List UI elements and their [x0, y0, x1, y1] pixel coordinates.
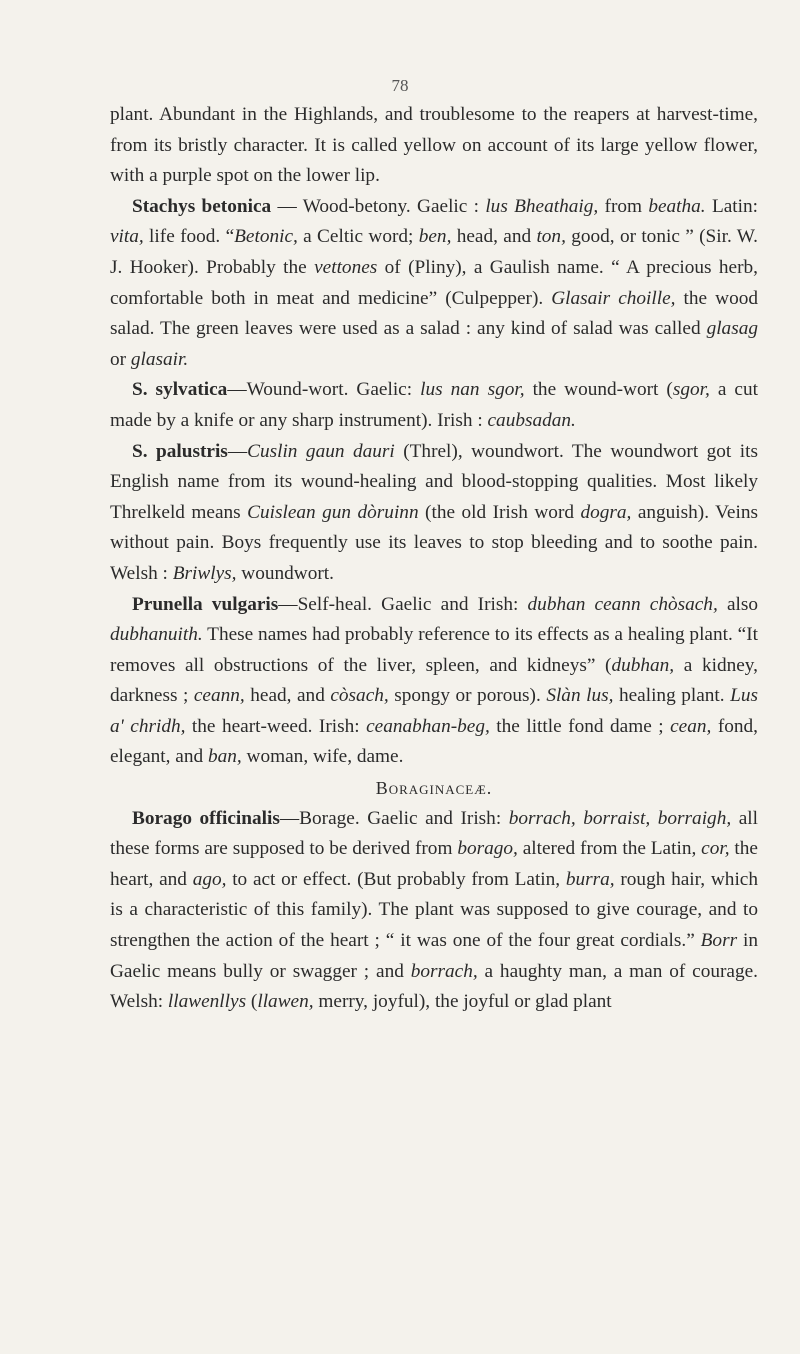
text-run: — [227, 440, 248, 462]
body-text [110, 100, 758, 1018]
entry-s-palustris [110, 437, 758, 590]
italic-term: borrach, borraist, borraigh, [508, 807, 732, 829]
text-run: woundwort. [236, 562, 334, 584]
page-number: 78 [391, 76, 409, 95]
italic-term: borago, [457, 838, 518, 860]
text-run: anguish). Veins without pain. Boys frequently use its leaves to stop bleeding and to soothe pain. Welsh : [110, 501, 758, 584]
text-run: also [717, 593, 758, 615]
text-run: Latin: [705, 195, 758, 217]
italic-term: ton, [536, 226, 566, 248]
italic-term: dubhan, [611, 654, 675, 676]
text-run: — Wood-betony. Gaelic : [271, 195, 486, 217]
italic-term: Slàn lus, [546, 685, 614, 707]
italic-term: Cuslin gaun dauri [247, 440, 395, 462]
italic-term: Briwlys, [172, 562, 237, 584]
species-name: Borago officinalis [132, 807, 280, 829]
text-run: altered from the Latin, [517, 838, 702, 860]
italic-term: Glasair choille, [551, 287, 676, 309]
text-run: merry, joyful), the joyful or glad plant [313, 991, 612, 1013]
text-run: head, and [451, 226, 537, 248]
text-run: the heart, and [110, 838, 758, 890]
text-run: of (Pliny), a Gaulish name. “ A precious herb, comfortable both in meat and medicine” (Culpepper). [110, 256, 758, 309]
entry-stachys-betonica [110, 192, 758, 376]
text-run: in Gaelic means bully or swagger ; and [110, 930, 758, 982]
text-run: from [598, 195, 649, 217]
italic-term: caubsadan. [487, 409, 576, 431]
italic-term: vita, [110, 226, 144, 248]
italic-term: vettones [314, 256, 378, 278]
text-run: rough hair, which is a characteristic of this family). The plant was supposed to give courage, and to strengthen the action of the heart ; “ it was one of the four great cordials.” [110, 868, 758, 952]
text-run: (Threl), woundwort. The woundwort got its English name from its wound-healing and blood-stopping qualities. Most likely Threlkeld means [110, 440, 758, 523]
italic-term: llawen, [257, 991, 314, 1013]
entry-prunella-vulgaris [110, 590, 758, 774]
italic-term: cor, [701, 838, 730, 860]
text-run: —Wound-wort. Gaelic: [227, 379, 421, 401]
paragraph-continuation [110, 100, 758, 192]
text-run: the wood salad. The green leaves were used as a salad : any kind of salad was called [110, 287, 758, 340]
italic-term: sgor, [672, 379, 710, 401]
entry-borago-officinalis [110, 804, 758, 1018]
italic-term: borrach, [410, 960, 478, 982]
italic-term: glasair. [130, 348, 189, 370]
text-run: a haughty man, a man of courage. Welsh: [110, 960, 758, 1013]
italic-term: Cuislean gun dòruinn [247, 501, 419, 523]
italic-term: glasag [706, 318, 758, 340]
italic-term: Lus a' chridh, [110, 685, 758, 737]
italic-term: Betonic, [234, 226, 298, 248]
text-run: good, or tonic ” (Sir. W. J. Hooker). Probably the [110, 226, 758, 278]
species-name: Prunella vulgaris [132, 593, 279, 615]
text-run: —Self-heal. Gaelic and Irish: [278, 593, 528, 615]
italic-term: còsach, [330, 685, 389, 707]
text-run: —Borage. Gaelic and Irish: [279, 807, 509, 829]
text-run: (the old Irish word [418, 501, 581, 523]
italic-term: dogra, [580, 501, 632, 523]
text-run: to act or effect. (But probably from Latin, [226, 868, 566, 890]
text-run: all these forms are supposed to be derived from [110, 807, 758, 860]
text-run: head, and [244, 685, 331, 707]
italic-term: dubhanuith. [110, 624, 203, 646]
italic-term: burra, [565, 868, 615, 890]
text-run: plant. Abundant in the Highlands, and troublesome to the reapers at harvest-time, from its bristly character. It is called yellow on account of its large yellow flower, with a purple spot on the lower lip. [110, 104, 758, 187]
italic-term: ceann, [193, 685, 245, 707]
text-run: These names had probably reference to its effects as a healing plant. “It removes all obstructions of the liver, spleen, and kidneys” ( [110, 624, 758, 676]
italic-term: ban, [207, 746, 242, 768]
italic-term: Borr [700, 930, 738, 952]
italic-term: llawenllys [167, 991, 247, 1013]
section-heading: Boraginaceæ. [375, 778, 493, 799]
italic-term: lus nan sgor, [420, 379, 525, 401]
entry-s-sylvatica [110, 375, 758, 436]
text-run: a kidney, darkness ; [110, 654, 758, 707]
text-run: fond, elegant, and [110, 715, 759, 768]
text-run: the wound-wort ( [524, 379, 673, 401]
text-run: or [110, 348, 131, 370]
text-run: a cut made by a knife or any sharp instrument). Irish : [110, 379, 758, 431]
text-run: healing plant. [613, 685, 731, 707]
text-run: life food. “ [143, 226, 235, 248]
text-run: the heart-weed. Irish: [185, 715, 367, 737]
text-run: the little fond dame ; [489, 715, 671, 737]
text-run: ( [246, 991, 258, 1013]
text-run: a Celtic word; [297, 226, 419, 248]
italic-term: ben, [418, 226, 452, 248]
species-name: S. palustris [132, 440, 228, 462]
italic-term: beatha. [648, 195, 706, 217]
text-run: spongy or porous). [388, 685, 547, 707]
italic-term: lus Bheathaig, [485, 195, 599, 217]
italic-term: ceanabhan-beg, [366, 715, 490, 737]
species-name: S. sylvatica [132, 379, 228, 401]
italic-term: dubhan ceann chòsach, [527, 593, 718, 615]
italic-term: ago, [192, 868, 227, 890]
text-run: woman, wife, dame. [241, 746, 404, 768]
species-name: Stachys betonica [132, 195, 272, 217]
italic-term: cean, [670, 715, 712, 737]
